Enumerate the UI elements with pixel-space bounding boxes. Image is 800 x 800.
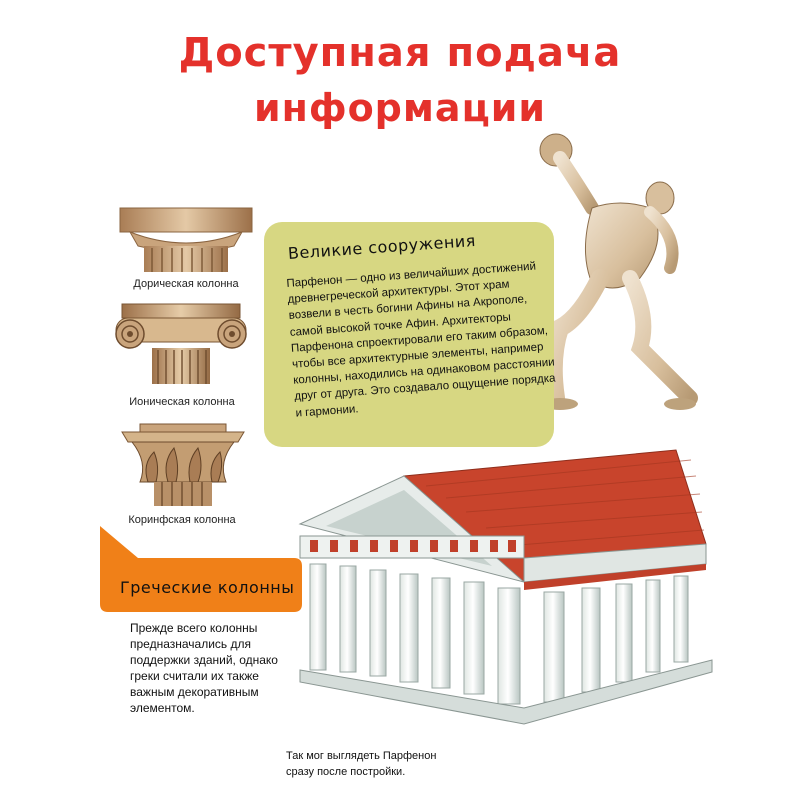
page-title-line-1: Доступная подача	[178, 30, 622, 76]
greek-columns-badge	[98, 558, 304, 612]
ionic-caption: Ионическая колонна	[129, 396, 235, 408]
doric-capital-icon	[116, 206, 256, 274]
great-structures-box	[264, 222, 554, 447]
corinthian-capital-icon	[118, 422, 248, 508]
page-title-line-2: информации	[253, 86, 546, 130]
great-structures-heading: Великие сооружения	[287, 230, 477, 263]
doric-caption: Дорическая колонна	[133, 278, 239, 290]
parthenon-illustration	[296, 446, 716, 736]
greek-columns-heading: Греческие колонны	[120, 578, 295, 597]
ionic-capital-icon	[112, 300, 250, 386]
great-structures-text: Парфенон — одно из величайших достижений древнегреческой архитектуры. Этот храм возвели в честь богини Афины на Акрополе, самой высокой точке Афин. Архитекторы Парфенона спроектировали его таким образом, чтобы все архитектурные элементы, например колонны, находились на одинаковом расстоянии друг от друга. Это создавало ощущение порядка и гармонии.	[286, 260, 556, 420]
badge-shape	[98, 524, 304, 612]
parthenon-caption: Так мог выглядеть Парфенон сразу после постройки.	[286, 750, 437, 778]
greek-columns-text: Прежде всего колонны предназначались для поддержки зданий, однако греки считали их также важным декоративным элементом.	[130, 621, 278, 715]
corinthian-caption: Коринфская колонна	[128, 514, 236, 526]
